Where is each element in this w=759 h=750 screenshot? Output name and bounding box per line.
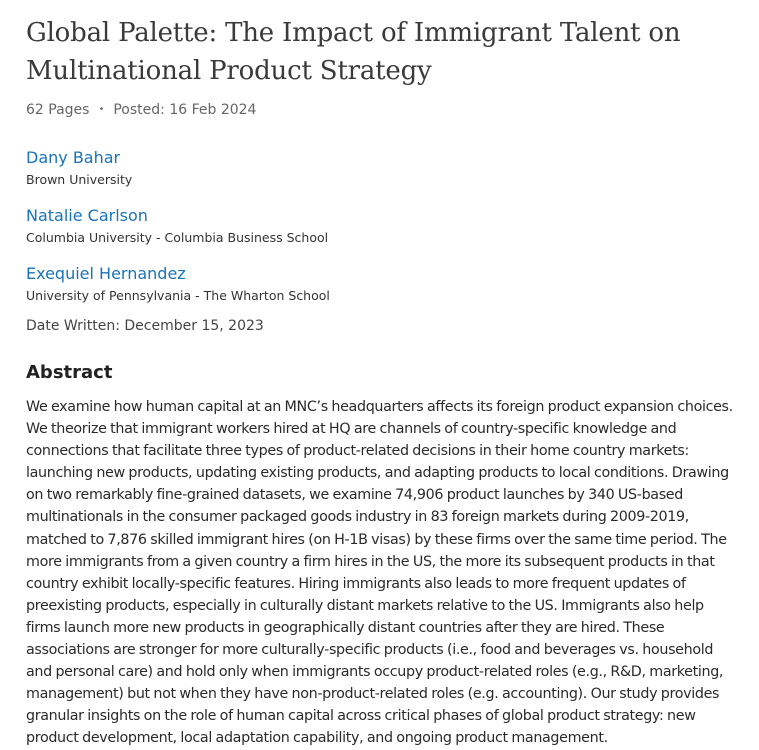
paper-meta bbox=[26, 102, 256, 118]
author-affiliation: University of Pennsylvania - The Wharton School bbox=[26, 288, 330, 303]
date-written: Date Written: December 15, 2023 bbox=[26, 318, 264, 334]
abstract-heading: Abstract bbox=[26, 362, 113, 383]
page-count: 62 Pages bbox=[26, 102, 90, 118]
author-link[interactable]: Dany Bahar bbox=[26, 148, 121, 167]
author-link[interactable]: Exequiel Hernandez bbox=[26, 264, 186, 283]
posted-date: Posted: 16 Feb 2024 bbox=[113, 102, 257, 118]
author-affiliation: Brown University bbox=[26, 172, 133, 187]
meta-separator: • bbox=[98, 104, 105, 115]
author-affiliation: Columbia University - Columbia Business School bbox=[26, 230, 329, 245]
author-block bbox=[26, 148, 132, 188]
author-block bbox=[26, 206, 328, 246]
author-block bbox=[26, 264, 330, 304]
author-link[interactable]: Natalie Carlson bbox=[26, 206, 148, 225]
abstract-text: We examine how human capital at an MNC’s headquarters affects its foreign product expansion choices. We theorize that immigrant workers hired at HQ are channels of country-specific knowledge and connections that facilitate three types of product-related decisions in their home country markets: launching new products, updating existing products, and adapting products to local conditions. Drawing on two remarkably fine-grained datasets, we examine 74,906 product launches by 340 US-based multinationals in the consumer packaged goods industry in 83 foreign markets during 2009-2019, matched to 7,876 skilled immigrant hires (on H-1B visas) by these firms over the same time period. The more immigrants from a given country a firm hires in the US, the more its subsequent products in that country exhibit locally-specific features. Hiring immigrants also leads to more frequent updates of preexisting products, especially in culturally distant markets relative to the US. Immigrants also help firms launch more new products in geographically distant countries after they are hired. These associations are stronger for more culturally-specific products (i.e., food and beverages vs. household and personal care) and hold only when immigrants occupy product-related roles (e.g., R&D, marketing, management) but not when they have non-product-related roles (e.g. accounting). Our study provides granular insights on the role of human capital across critical phases of global product strategy: new product development, local adaptation capability, and ongoing product management. bbox=[26, 399, 733, 747]
paper-title: Global Palette: The Impact of Immigrant Talent on Multinational Product Strategy bbox=[26, 18, 681, 86]
